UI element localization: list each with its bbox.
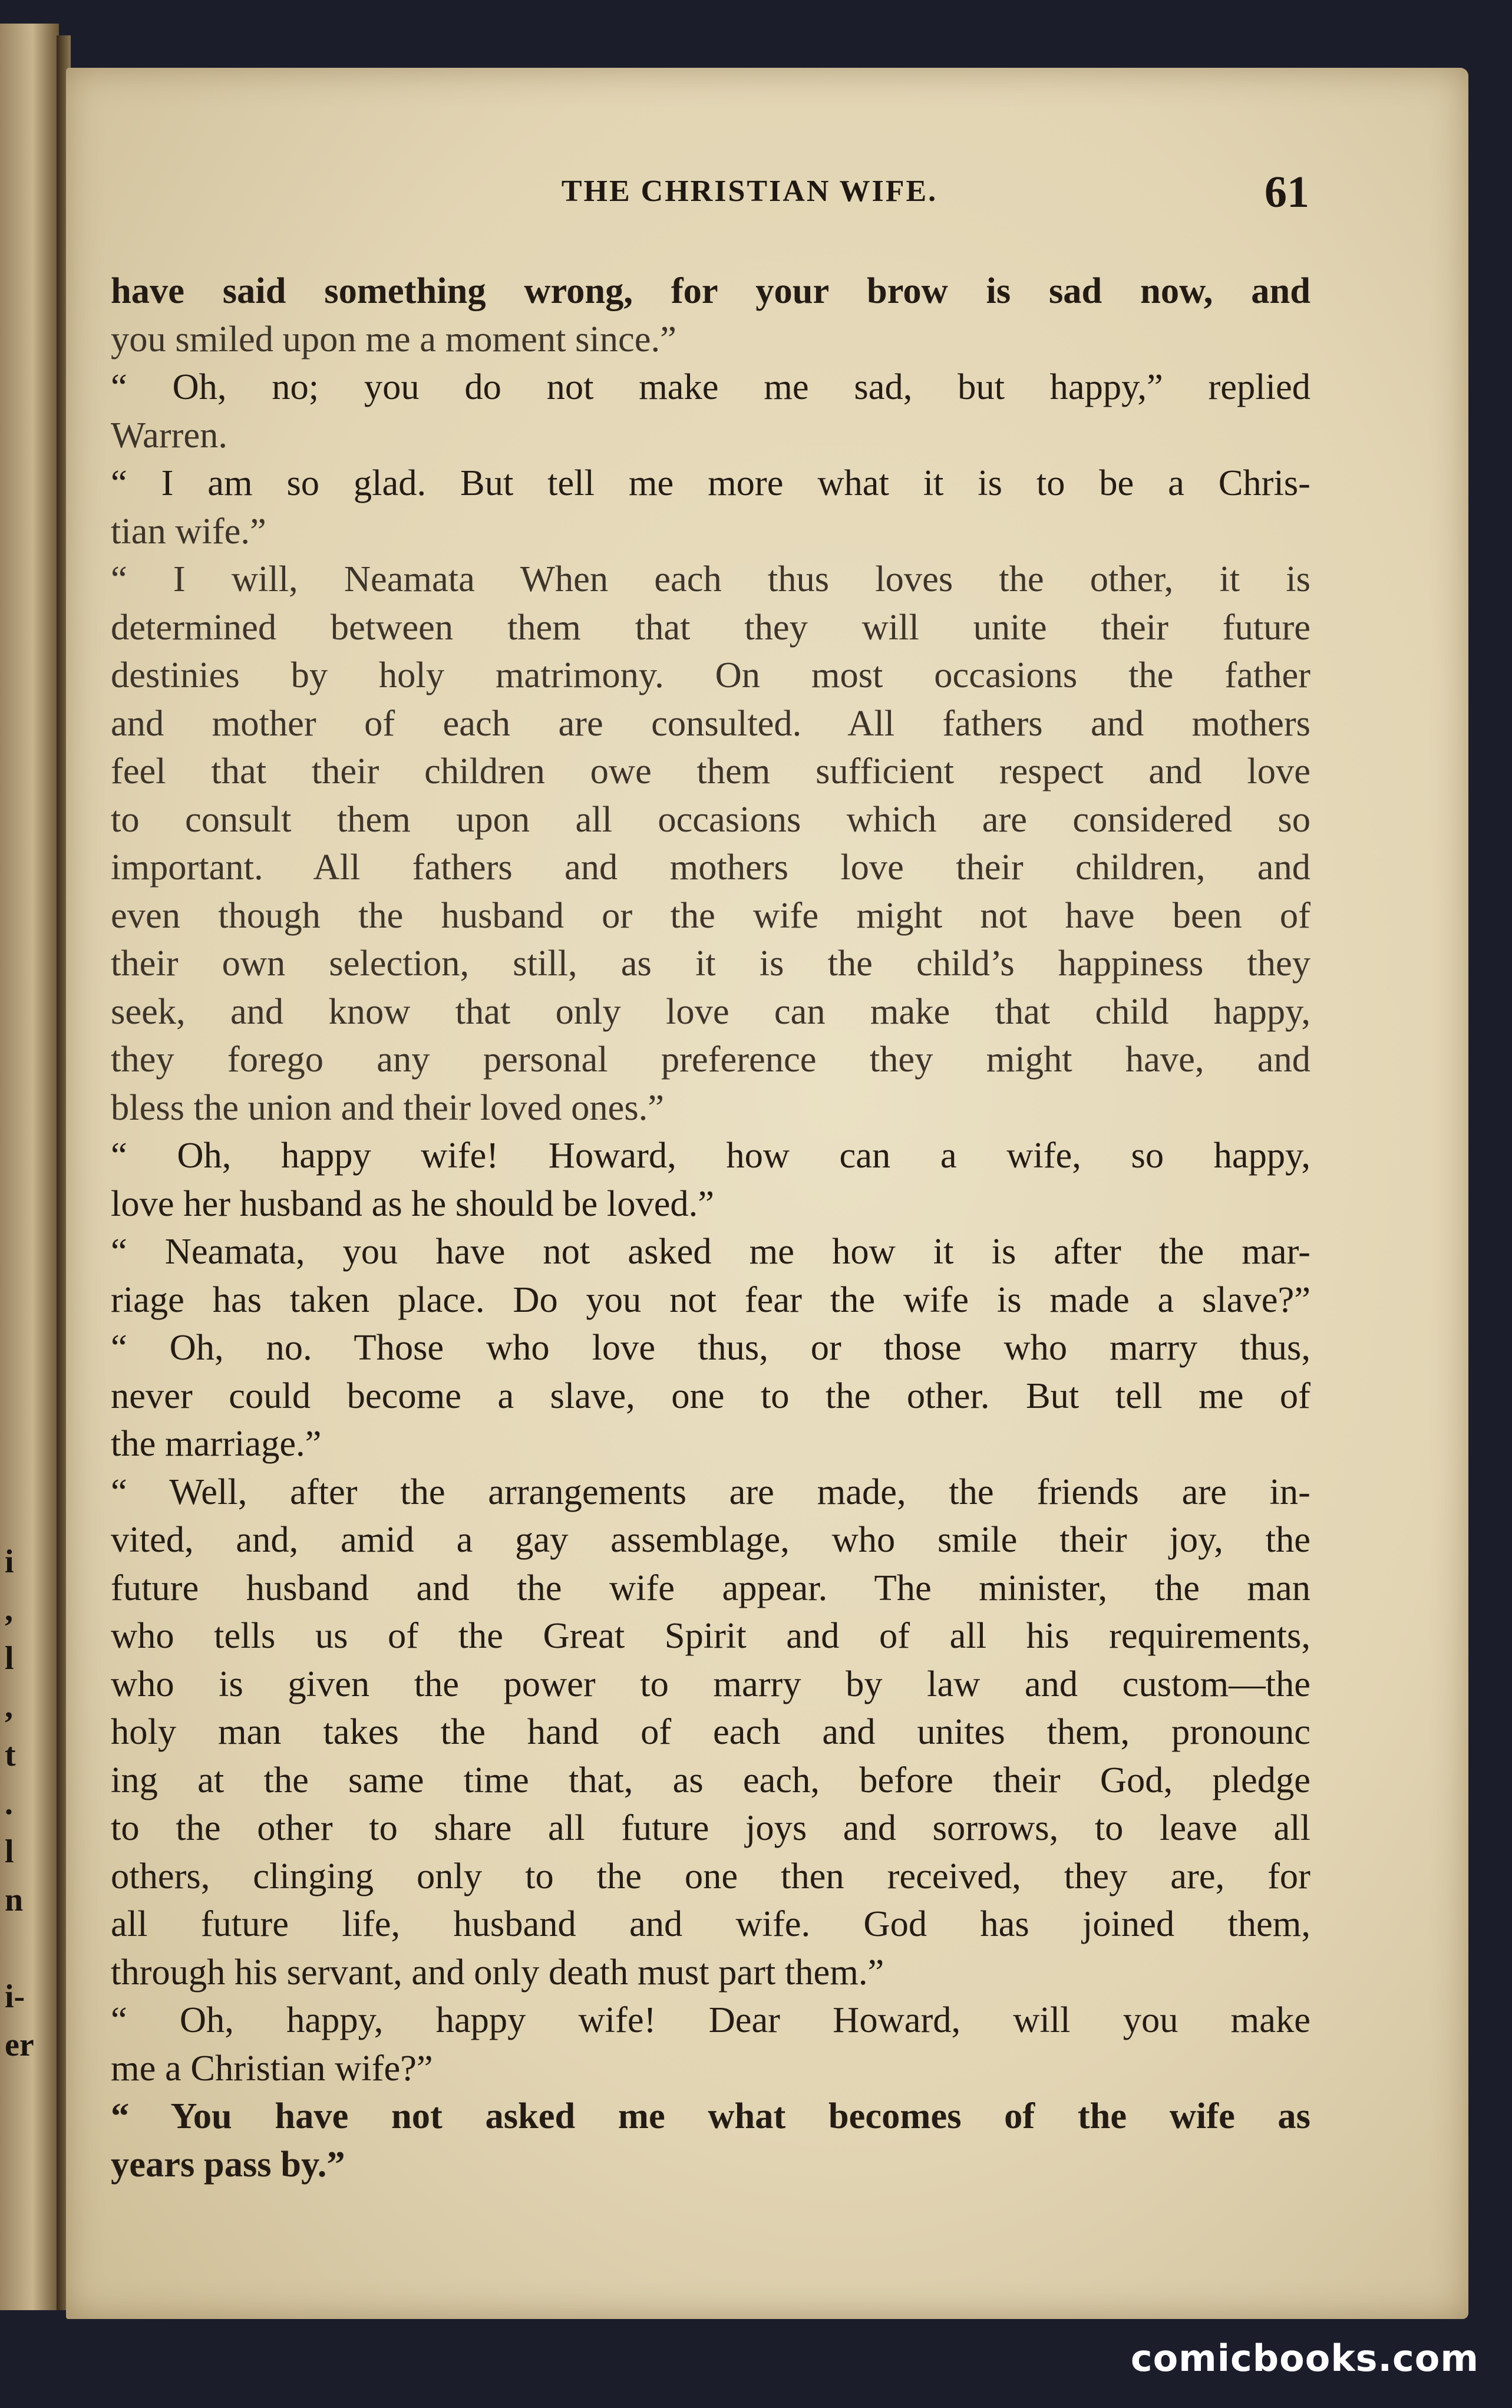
text-line: others, clinging only to the one then received, they are, for bbox=[111, 1855, 1310, 1896]
text-line: “ Oh, no. Those who love thus, or those who marry thus, bbox=[111, 1327, 1310, 1368]
source-watermark: comicbooks.com bbox=[1130, 2337, 1479, 2380]
text-line: through his servant, and only death must part them.” bbox=[111, 1951, 884, 1993]
body-text bbox=[111, 267, 1310, 2188]
text-line: determined between them that they will unite their future bbox=[111, 606, 1310, 648]
text-line: to the other to share all future joys and sorrows, to leave all bbox=[111, 1807, 1310, 1848]
text-line: vited, and, amid a gay assemblage, who smile their joy, the bbox=[111, 1519, 1310, 1560]
margin-fragment: l bbox=[5, 1833, 14, 1870]
text-line: the marriage.” bbox=[111, 1423, 322, 1464]
text-line: their own selection, still, as it is the child’s happiness they bbox=[111, 942, 1310, 984]
margin-fragment: , bbox=[5, 1592, 13, 1628]
text-line: you smiled upon me a moment since.” bbox=[111, 318, 676, 359]
margin-fragment: . bbox=[5, 1785, 13, 1822]
text-line: “ Oh, no; you do not make me sad, but happy,” replied bbox=[111, 366, 1310, 407]
text-line: seek, and know that only love can make that child happy, bbox=[111, 990, 1310, 1032]
text-line: riage has taken place. Do you not fear the wife is made a slave?” bbox=[111, 1278, 1310, 1320]
text-line: years pass by.” bbox=[111, 2143, 345, 2185]
text-line: “ Oh, happy, happy wife! Dear Howard, will you make bbox=[111, 1999, 1310, 2040]
running-title: THE CHRISTIAN WIFE. bbox=[561, 174, 938, 208]
text-line: love her husband as he should be loved.” bbox=[111, 1182, 715, 1224]
text-line: “ Oh, happy wife! Howard, how can a wife, so happy, bbox=[111, 1134, 1310, 1176]
text-line: destinies by holy matrimony. On most occasions the father bbox=[111, 654, 1310, 695]
text-line: holy man takes the hand of each and unites them, pronounc bbox=[111, 1711, 1310, 1752]
page-number: 61 bbox=[1265, 167, 1309, 217]
text-line: tian wife.” bbox=[111, 510, 266, 552]
text-line: bless the union and their loved ones.” bbox=[111, 1086, 665, 1128]
text-line: who is given the power to marry by law and custom—the bbox=[111, 1662, 1310, 1704]
margin-fragment: er bbox=[5, 2027, 34, 2063]
text-line: feel that their children owe them sufficient respect and love bbox=[111, 750, 1310, 791]
text-line: who tells us of the Great Spirit and of all his requirements, bbox=[111, 1615, 1310, 1656]
text-line: “ I am so glad. But tell me more what it is to be a Chris- bbox=[111, 462, 1310, 503]
text-line: future husband and the wife appear. The minister, the man bbox=[111, 1566, 1310, 1608]
text-line: have said something wrong, for your brow is sad now, and bbox=[111, 270, 1310, 311]
text-line: never could become a slave, one to the other. But tell me of bbox=[111, 1374, 1310, 1416]
text-line: all future life, husband and wife. God has joined them, bbox=[111, 1903, 1310, 1944]
text-line: “ I will, Neamata When each thus loves the other, it is bbox=[111, 558, 1310, 599]
text-line: important. All fathers and mothers love their children, and bbox=[111, 846, 1310, 888]
text-line: to consult them upon all occasions which are considered so bbox=[111, 798, 1310, 840]
page-header bbox=[66, 167, 1468, 233]
left-page-edge bbox=[0, 24, 59, 2310]
margin-fragment: l bbox=[5, 1640, 14, 1677]
left-page-text-fragments bbox=[5, 24, 40, 2310]
margin-fragment: n bbox=[5, 1882, 24, 1918]
margin-fragment: i- bbox=[5, 1978, 25, 2015]
text-line: “ Well, after the arrangements are made, the friends are in- bbox=[111, 1470, 1310, 1512]
margin-fragment: , bbox=[5, 1688, 13, 1725]
margin-fragment: t bbox=[5, 1737, 16, 1773]
margin-fragment: i bbox=[5, 1543, 14, 1580]
book-page bbox=[66, 68, 1468, 2319]
text-line: me a Christian wife?” bbox=[111, 2047, 433, 2089]
text-line: Warren. bbox=[111, 414, 227, 456]
text-line: even though the husband or the wife might not have been of bbox=[111, 894, 1310, 936]
text-line: and mother of each are consulted. All fathers and mothers bbox=[111, 702, 1310, 744]
text-line: “ You have not asked me what becomes of the wife as bbox=[111, 2095, 1310, 2136]
text-line: they forego any personal preference they might have, and bbox=[111, 1038, 1310, 1080]
text-line: ing at the same time that, as each, before their God, pledge bbox=[111, 1759, 1310, 1800]
text-line: “ Neamata, you have not asked me how it is after the mar- bbox=[111, 1231, 1310, 1272]
